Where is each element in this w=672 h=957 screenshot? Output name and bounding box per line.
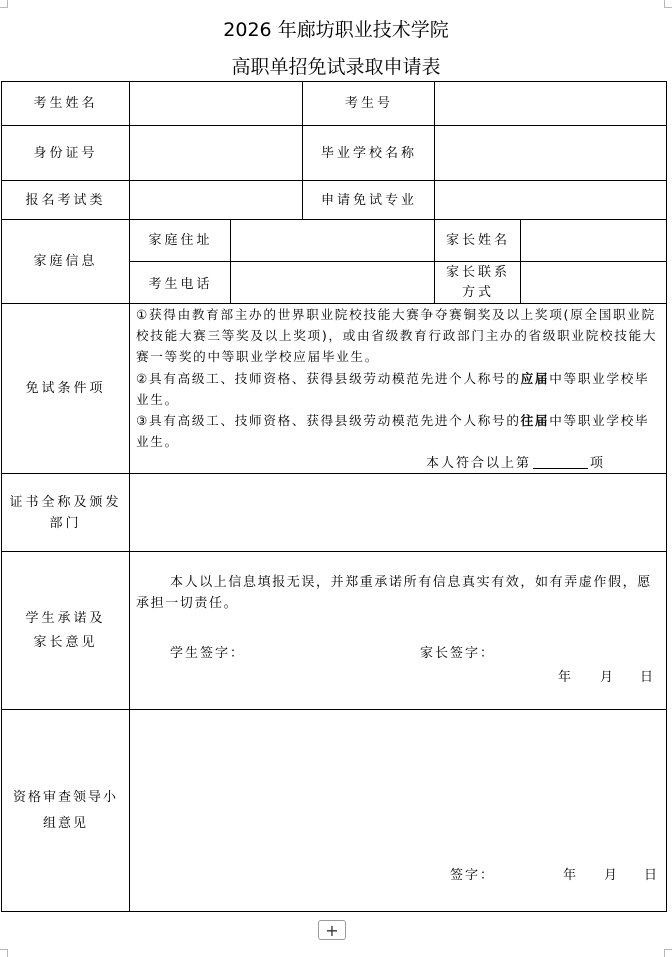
table-border — [434, 81, 435, 303]
label-parent-contact — [436, 262, 520, 303]
table-border — [302, 81, 303, 219]
label-parent-name: 家长姓名 — [445, 233, 510, 248]
condition-match-field[interactable] — [533, 454, 588, 469]
review-date-day: 日 — [644, 868, 658, 883]
condition-item-3-text-end: 中等职业学校毕业生。 — [136, 413, 650, 450]
condition-match-suffix: 项 — [590, 456, 606, 471]
review-date-month: 月 — [604, 868, 618, 883]
certificate-field[interactable] — [131, 474, 666, 551]
label-family-info: 家庭信息 — [33, 254, 98, 269]
candidate-name-field[interactable] — [131, 82, 302, 125]
label-candidate-name: 考生姓名 — [33, 96, 98, 111]
pledge-text: 本人以上信息填报无误，并郑重承诺所有信息真实有效，如有弄虚作假，愿承担一切责任。 — [136, 575, 652, 611]
condition-item-2 — [136, 368, 662, 410]
parent-name-field[interactable] — [522, 220, 666, 261]
applied-major-field[interactable] — [436, 181, 666, 219]
candidate-phone-field[interactable] — [232, 262, 434, 303]
parent-signature-field[interactable] — [500, 638, 660, 660]
pledge-date-month: 月 — [600, 670, 614, 685]
parent-contact-field[interactable] — [522, 262, 666, 303]
label-exemption-conditions: 免试条件项 — [25, 381, 106, 396]
document-title-line2: 高职单招免试录取申请表 — [231, 56, 441, 78]
label-parent-contact-line1: 家长联系 — [445, 264, 510, 280]
condition-match-line — [426, 452, 605, 471]
review-signature-label: 签字： — [450, 868, 496, 883]
plus-icon: + — [325, 920, 339, 940]
label-pledge-line2: 家长意见 — [33, 634, 98, 650]
condition-item-3-emphasis: 往届 — [520, 413, 550, 429]
label-certificate-line2: 部门 — [49, 515, 82, 531]
pledge-date-year: 年 — [558, 670, 572, 685]
candidate-number-field[interactable] — [436, 82, 666, 125]
condition-item-3-text: ③具有高级工、技师资格、获得县级劳动模范先进个人称号的 — [136, 413, 521, 429]
pledge-date-day: 日 — [640, 670, 654, 685]
label-candidate-phone: 考生电话 — [148, 277, 213, 292]
graduate-school-field[interactable] — [436, 126, 666, 180]
condition-item-2-text-end: 中等职业学校毕业生。 — [136, 370, 650, 407]
label-certificate-line1: 证书全称及颁发 — [9, 494, 122, 510]
id-number-field[interactable] — [131, 126, 302, 180]
label-review-line2: 组意见 — [42, 815, 88, 831]
table-border — [1, 911, 667, 912]
table-border — [129, 81, 130, 912]
student-signature-field[interactable] — [250, 638, 410, 660]
condition-item-2-emphasis: 应届 — [520, 370, 550, 386]
label-home-address: 家庭住址 — [148, 233, 213, 248]
table-border — [666, 81, 667, 912]
document-title-line1: 2026 年廊坊职业技术学院 — [223, 19, 449, 41]
label-certificate — [2, 474, 129, 551]
table-border — [230, 219, 231, 303]
label-parent-contact-line2: 方式 — [461, 284, 494, 300]
label-review-committee — [2, 710, 129, 911]
exam-category-field[interactable] — [131, 181, 302, 219]
table-border — [520, 219, 521, 303]
condition-item-3 — [136, 410, 662, 452]
review-date-year: 年 — [563, 868, 577, 883]
label-graduate-school: 毕业学校名称 — [320, 145, 417, 161]
add-row-button[interactable] — [318, 920, 346, 940]
label-pledge — [2, 552, 129, 709]
label-applied-major: 申请免试专业 — [320, 192, 417, 208]
label-pledge-line1: 学生承诺及 — [25, 610, 106, 626]
parent-signature-label: 家长签字： — [420, 646, 496, 661]
student-signature-label: 学生签字： — [170, 646, 246, 661]
home-address-field[interactable] — [232, 220, 434, 261]
label-exam-category: 报名考试类 — [25, 192, 106, 208]
label-id-number: 身份证号 — [33, 145, 98, 161]
condition-match-prefix: 本人符合以上第 — [426, 456, 532, 471]
exemption-conditions-list — [136, 304, 662, 452]
label-candidate-number: 考生号 — [344, 96, 393, 111]
review-opinion-field[interactable] — [131, 710, 666, 860]
condition-item-2-text: ②具有高级工、技师资格、获得县级劳动模范先进个人称号的 — [136, 370, 521, 386]
label-review-line1: 资格审查领导小 — [12, 789, 118, 805]
condition-item-1: ①获得由教育部主办的世界职业院校技能大赛争夺赛铜奖及以上奖项(原全国职业院校技能大赛三等奖及以上奖项)，或由省级教育行政部门主办的省级职业院校技能大赛一等奖的中等职业学校应届毕业生。 — [136, 307, 658, 365]
